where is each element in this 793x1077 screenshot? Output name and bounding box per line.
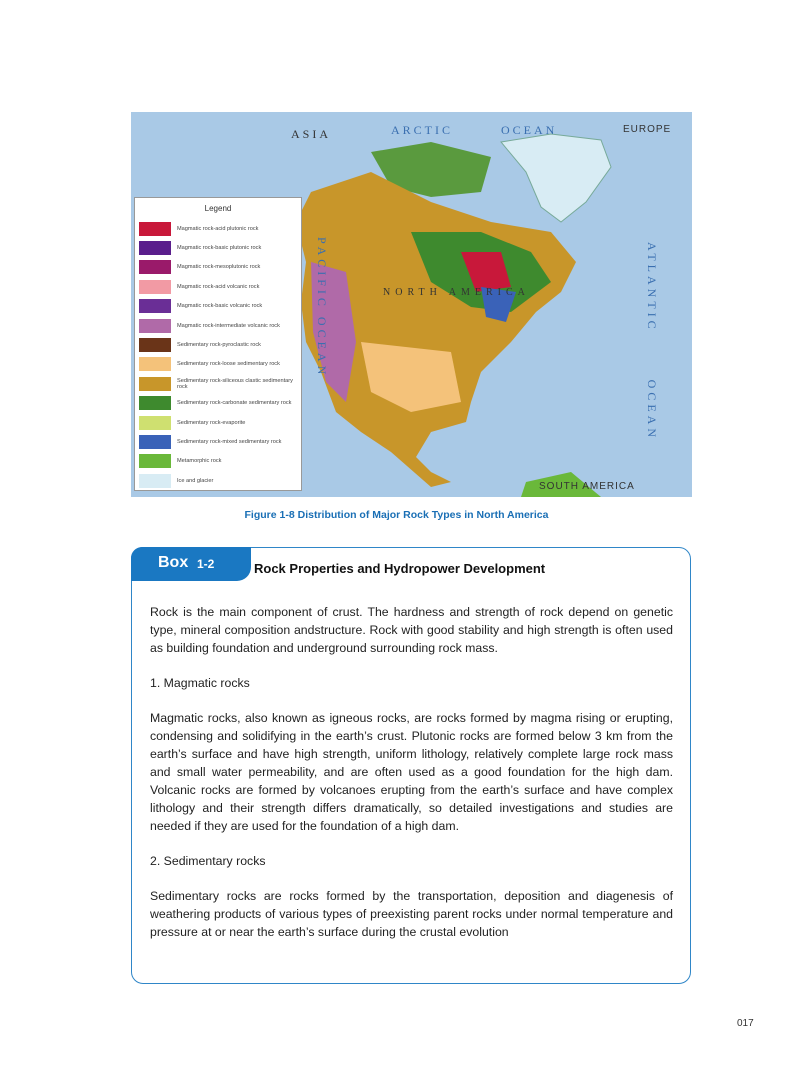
legend-swatch <box>139 299 171 313</box>
legend-label: Magmatic rock-mesoplutonic rock <box>177 264 261 271</box>
legend-item <box>135 452 301 471</box>
legend-item <box>135 471 301 490</box>
legend-item <box>135 219 301 238</box>
legend-label: Sedimentary rock-mixed sedimentary rock <box>177 438 282 445</box>
box-1-2 <box>131 547 691 984</box>
legend-item <box>135 413 301 432</box>
legend-swatch <box>139 416 171 430</box>
legend-item <box>135 394 301 413</box>
greenland <box>501 134 611 222</box>
label-south-america: SOUTH AMERICA <box>539 481 635 492</box>
label-asia: ASIA <box>291 127 332 141</box>
paragraph-magmatic: Magmatic rocks, also known as igneous rocks, are rocks formed by magma rising or erupting, condensing and solidifying in the earth’s crust. Plutonic rocks are formed below 3 km from the earth’s surface and have high strength, uniform lithology, relatively complete large rock mass and small water permeability, and are often used as a good foundation for the high dam. Volcanic rocks are formed by volcanoes erupting from the earth’s surface and have complex lithology and their strength differs dramatically, so detailed investigations and studies are needed if they are used for the foundation of a high dam. <box>150 711 673 833</box>
label-arctic-ocean: OCEAN <box>501 123 558 137</box>
label-pacific-ocean: PACIFIC OCEAN <box>315 237 329 379</box>
legend-label: Sedimentary rock-pyroclastic rock <box>177 342 261 349</box>
legend-swatch <box>139 396 171 410</box>
heading-magmatic: 1. Magmatic rocks <box>150 676 250 690</box>
map-legend <box>134 197 302 491</box>
legend-label: Sedimentary rock-siliceous clastic sedimentary rock <box>177 377 293 390</box>
label-north-america: NORTH AMERICA <box>383 287 530 298</box>
legend-label: Magmatic rock-basic plutonic rock <box>177 245 262 252</box>
legend-swatch <box>139 260 171 274</box>
legend-swatch <box>139 338 171 352</box>
box-tab <box>131 547 251 581</box>
legend-title: Legend <box>204 204 232 213</box>
heading-sedimentary: 2. Sedimentary rocks <box>150 854 266 868</box>
legend-swatch <box>139 454 171 468</box>
box-title: Rock Properties and Hydropower Development <box>254 561 546 576</box>
legend-item <box>135 316 301 335</box>
legend-swatch <box>139 435 171 449</box>
legend-label: Magmatic rock-acid plutonic rock <box>177 225 259 232</box>
legend-item <box>135 277 301 296</box>
legend-item <box>135 355 301 374</box>
paragraph-sedimentary: Sedimentary rocks are rocks formed by the transportation, deposition and diagenesis of weathering products of various types of preexisting parent rocks under normal temperature and pressure at or near the earth’s surface during the crustal evolution <box>150 889 673 939</box>
legend-swatch <box>139 319 171 333</box>
page-number: 017 <box>737 1018 754 1029</box>
rock-type-map <box>131 112 692 497</box>
legend-label: Sedimentary rock-loose sedimentary rock <box>177 361 280 368</box>
legend-label: Ice and glacier <box>177 477 214 484</box>
box-body <box>150 603 673 958</box>
legend-swatch <box>139 357 171 371</box>
legend-swatch <box>139 241 171 255</box>
legend-swatch <box>139 474 171 488</box>
figure-caption: Figure 1-8 Distribution of Major Rock Types in North America <box>244 509 549 521</box>
legend-item <box>135 258 301 277</box>
paragraph-intro: Rock is the main component of crust. The hardness and strength of rock depend on genetic type, mineral composition andstructure. Rock with good stability and high strength is often used as building foundation and underground surrounding rock mass. <box>150 605 673 655</box>
label-arctic: ARCTIC <box>391 123 454 137</box>
legend-swatch <box>139 377 171 391</box>
box-label: Box <box>158 554 189 571</box>
legend-item <box>135 374 301 393</box>
legend-label: Metamorphic rock <box>177 458 222 465</box>
legend-item <box>135 238 301 257</box>
legend-swatch <box>139 280 171 294</box>
legend-label: Magmatic rock-acid volcanic rock <box>177 283 260 290</box>
legend-swatch <box>139 222 171 236</box>
legend-label: Sedimentary rock-carbonate sedimentary rock <box>177 400 292 407</box>
label-europe: EUROPE <box>623 124 672 135</box>
legend-item <box>135 432 301 451</box>
legend-label: Magmatic rock-basic volcanic rock <box>177 303 263 310</box>
legend-item <box>135 335 301 354</box>
legend-item <box>135 297 301 316</box>
label-atlantic-ocean: ATLANTIC OCEAN <box>645 242 659 441</box>
legend-label: Magmatic rock-intermediate volcanic rock <box>177 322 280 329</box>
legend-label: Sedimentary rock-evaporite <box>177 419 246 426</box>
box-number: 1-2 <box>197 557 215 571</box>
